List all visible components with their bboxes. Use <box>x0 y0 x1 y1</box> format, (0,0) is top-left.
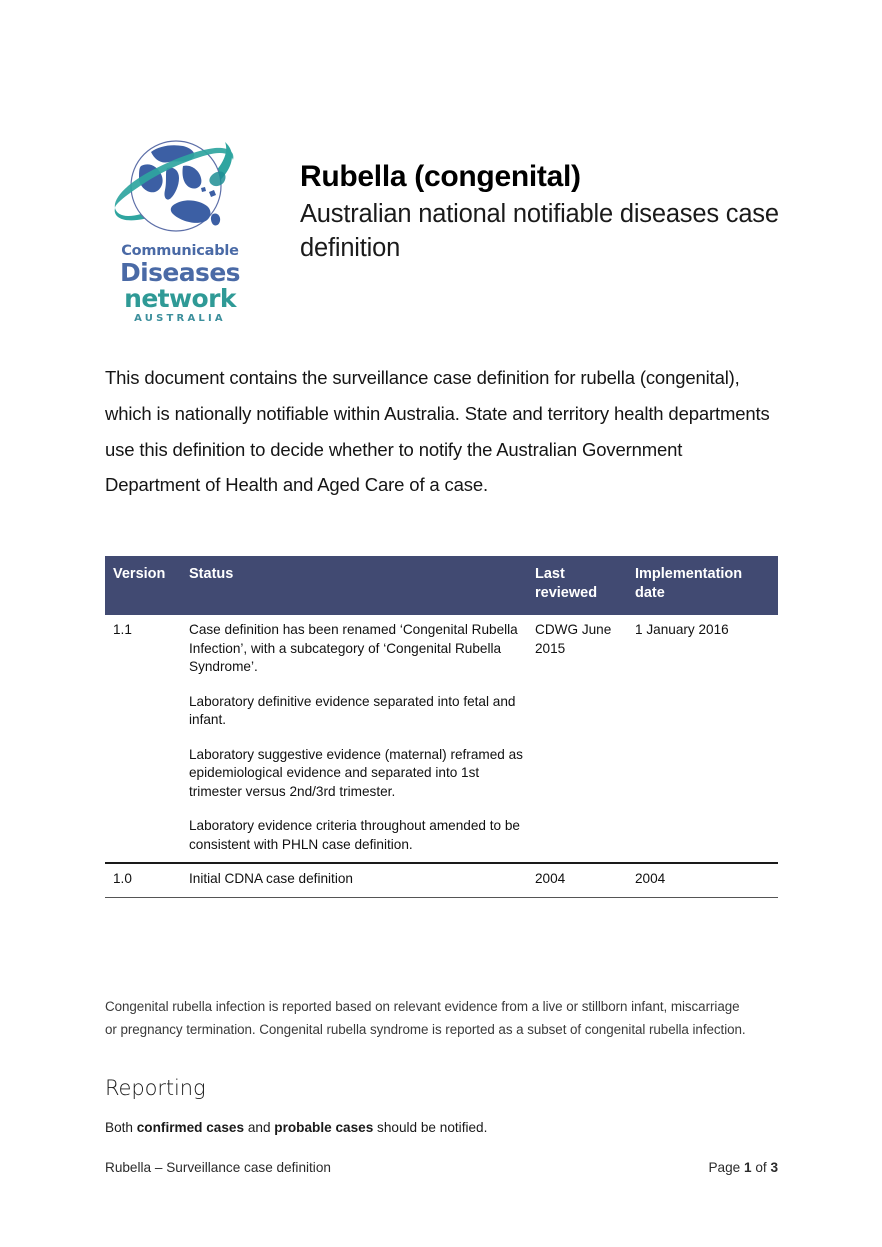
cell-version: 1.0 <box>105 863 183 897</box>
footer-current-page: 1 <box>743 1160 752 1175</box>
page-title: Rubella (congenital) <box>300 160 581 193</box>
reporting-paragraph <box>105 1118 765 1138</box>
page-footer <box>105 1160 778 1175</box>
wordmark-australia: AUSTRALIA <box>134 312 226 324</box>
reporting-text-suffix: should be notified. <box>373 1120 488 1135</box>
footer-of-label: of <box>751 1160 771 1175</box>
column-header-implementation-date: Implementation date <box>629 556 778 615</box>
wordmark-communicable: Communicable <box>121 243 239 259</box>
status-paragraph: Laboratory definitive evidence separated into fetal and infant. <box>189 693 516 728</box>
footer-page-label: Page <box>708 1160 744 1175</box>
footer-page-number <box>708 1160 778 1175</box>
cdna-wordmark <box>113 244 247 324</box>
note-paragraph: Congenital rubella infection is reported based on relevant evidence from a live or stillborn infant, miscarriage or pregnancy termination. Congenital rubella syndrome is reported as a subset of congenital rubella infection. <box>105 999 746 1037</box>
status-paragraph: Case definition has been renamed ‘Congenital Rubella Infection’, with a subcategory of ‘Congenital Rubella Syndrome’. <box>189 622 518 675</box>
column-header-status: Status <box>183 556 529 615</box>
cell-last-reviewed: 2004 <box>529 863 629 897</box>
cell-status <box>183 615 529 863</box>
title-block <box>300 160 785 265</box>
footer-total-pages: 3 <box>770 1160 778 1175</box>
cell-implementation-date: 2004 <box>629 863 778 897</box>
status-paragraph: Laboratory evidence criteria throughout amended to be consistent with PHLN case definition. <box>189 818 520 852</box>
document-masthead <box>105 126 785 341</box>
cell-version: 1.1 <box>113 622 132 638</box>
cell-status: Initial CDNA case definition <box>183 863 529 897</box>
reporting-text-middle: and <box>244 1120 275 1135</box>
status-paragraph: Laboratory suggestive evidence (maternal) reframed as epidemiological evidence and separated into 1st trimester versus 2nd/3rd trimester. <box>189 746 523 799</box>
table-row <box>105 615 778 863</box>
reporting-text-prefix: Both <box>105 1120 137 1135</box>
cdna-logo <box>105 126 255 338</box>
column-header-last-reviewed: Last reviewed <box>529 556 629 615</box>
intro-paragraph: This document contains the surveillance case definition for rubella (congenital), which is nationally notifiable within Australia. State and territory health departments use this definition to decide whether to notify the Australian Government Department of Health and Aged Care of a case. <box>105 367 770 496</box>
page-subtitle: Australian national notifiable diseases case definition <box>300 199 779 262</box>
reporting-bold-probable: probable cases <box>274 1120 374 1135</box>
table-row <box>105 863 778 897</box>
table-header-row <box>105 556 778 615</box>
wordmark-diseases: Diseases <box>120 257 240 287</box>
reporting-bold-confirmed: confirmed cases <box>136 1120 245 1135</box>
footer-document-name: Rubella – Surveillance case definition <box>105 1160 331 1175</box>
version-history-table <box>105 556 778 898</box>
cell-implementation-date: 1 January 2016 <box>635 622 729 638</box>
column-header-version: Version <box>105 556 183 615</box>
globe-icon <box>113 126 243 246</box>
wordmark-network: network <box>124 283 236 313</box>
cell-last-reviewed: CDWG June 2015 <box>535 622 612 656</box>
section-heading-reporting: Reporting <box>105 1076 206 1100</box>
